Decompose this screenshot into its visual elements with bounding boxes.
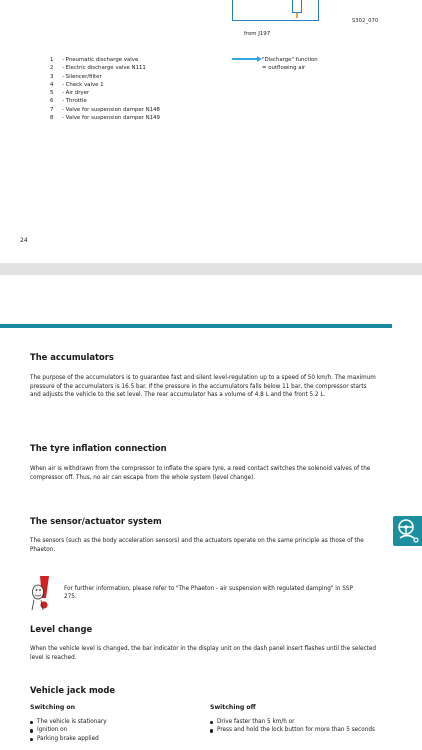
legend-item: 4 - Check valve 1 [50,81,104,88]
note-text: For further information, please refer to "The Phaeton - air suspension with regulated damping" in SSP 275. [64,586,353,601]
legend-item: 3 - Silencer/filter [50,73,102,80]
page-number: 24 [20,237,28,244]
diagram-line [232,20,319,21]
diagram-line [232,0,233,21]
diagram-legend [50,56,160,122]
info-exclamation-icon [30,574,56,614]
section-title-accumulators: The accumulators [30,352,114,362]
steering-wheel-icon [393,516,422,546]
function-key: "Discharge" function = outflowing air [262,57,318,72]
diagram-line [318,0,319,21]
switching-off-list [210,718,375,735]
list-item: The vehicle is stationary [30,718,190,726]
switching-off-title: Switching off [210,704,256,711]
list-item: Ignition on [30,726,190,734]
level-text: When the vehicle level is changed, the bar indicator in the display unit on the dash panel insert flashes until the selected level is reached. [30,646,376,661]
header-rule [0,324,392,328]
switching-on-list [30,718,190,743]
accumulators-text: The purpose of the accumulators is to guarantee fast and silent level-regulation up to a speed of 50 km/h. The maximum pressure of the accumulators is 16.5 bar. If the pressure in the accumulators falls below 11 bar, the compressor starts and adjusts the vehicle to the set level. The rear accumulator has a volume of 4.8 L and the front 5.2 L. [30,375,376,399]
tyre-text: When air is withdrawn from the compressor to inflate the spare tyre, a reed contact switches the solenoid valves of the compressor off. Thus, no air can escape from the whole system (level change). [30,466,371,481]
page-separator [0,263,422,275]
legend-item: 5 - Air dryer [50,90,90,97]
discharge-arrow-icon [232,58,258,60]
legend-item: 1 - Pneumatic discharge valve [50,57,139,63]
figure-code: S302_070 [352,18,379,24]
switching-on-title: Switching on [30,704,76,711]
diagram-source-label: from J197 [244,31,271,37]
list-item: Drive faster than 5 km/h or [210,718,375,726]
section-title-level: Level change [30,624,93,634]
section-title-sensor: The sensor/actuator system [30,516,162,526]
list-item: Press and hold the lock button for more than 5 seconds [210,726,375,734]
sensor-text: The sensors (such as the body acceleration sensors) and the actuators operate on the same principle as those of the Phaeton. [30,538,364,553]
valve-connector [296,13,298,18]
legend-item: 6 - Throttle [50,98,87,105]
legend-item: 8 - Valve for suspension damper N149 [50,115,160,122]
section-title-jack: Vehicle jack mode [30,685,116,695]
legend-item: 2 - Electric discharge valve N111 [50,65,146,72]
legend-item: 7 - Valve for suspension damper N148 [50,106,160,113]
valve-symbol [292,0,302,13]
list-item: Parking brake applied [30,735,190,743]
section-title-tyre: The tyre inflation connection [30,443,167,453]
